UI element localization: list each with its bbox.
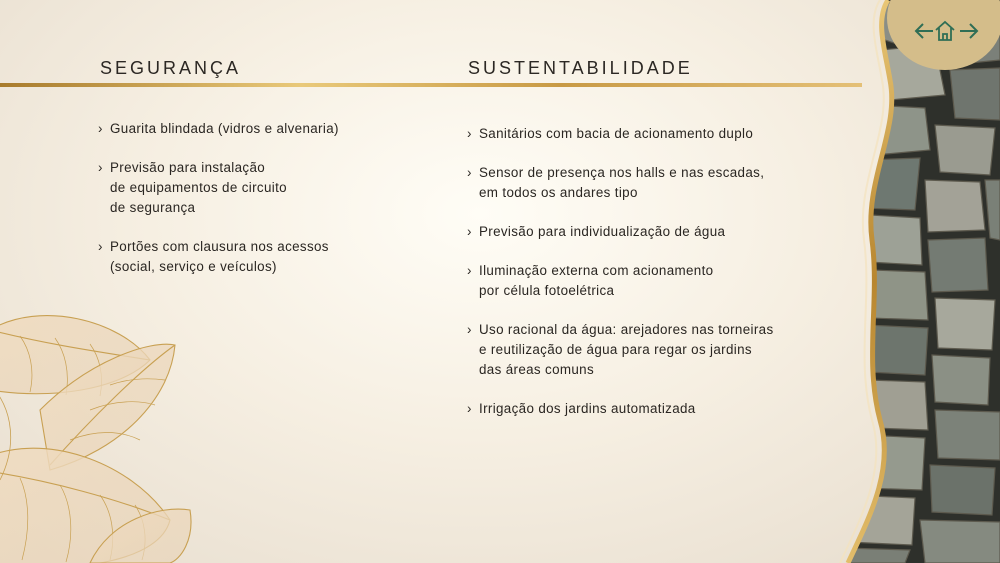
list-item: › Previsão para individualização de água: [467, 222, 774, 242]
list-item: › Uso racional da água: arejadores nas torneiras e reutilização de água para regar os jardins das áreas comuns: [467, 320, 774, 380]
seguranca-list: [98, 119, 339, 296]
home-icon: [933, 19, 957, 43]
list-item: › Sensor de presença nos halls e nas escadas, em todos os andares tipo: [467, 163, 774, 203]
list-item: › Previsão para instalação de equipamentos de circuito de segurança: [98, 158, 339, 218]
list-item: › Iluminação externa com acionamento por célula fotoelétrica: [467, 261, 774, 301]
section-title-sustentabilidade: SUSTENTABILIDADE: [468, 58, 693, 78]
stone-wall-image: [840, 0, 1000, 563]
sustentabilidade-list: [467, 124, 774, 438]
forward-button[interactable]: [955, 16, 983, 46]
list-item: › Portões com clausura nos acessos (social, serviço e veículos): [98, 237, 339, 277]
leaf-illustration: [0, 316, 191, 563]
list-item: › Guarita blindada (vidros e alvenaria): [98, 119, 339, 139]
list-item: › Sanitários com bacia de acionamento duplo: [467, 124, 774, 144]
arrow-right-icon: [958, 20, 980, 42]
section-title-seguranca: SEGURANÇA: [100, 58, 242, 78]
list-item: › Irrigação dos jardins automatizada: [467, 399, 774, 419]
gold-divider: [0, 83, 862, 87]
